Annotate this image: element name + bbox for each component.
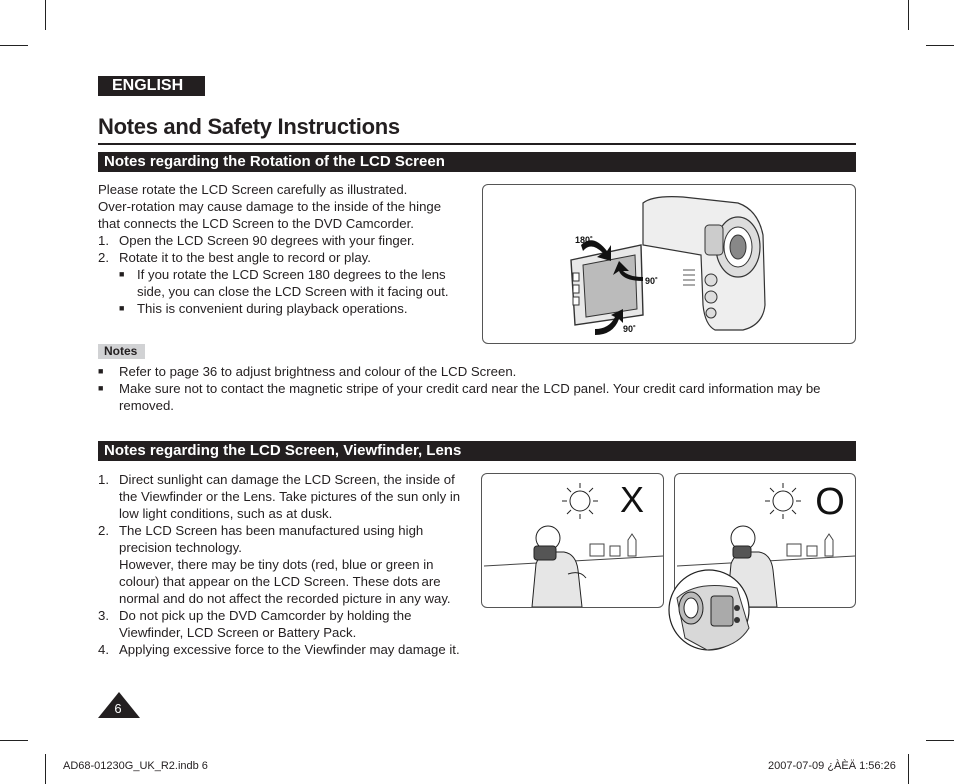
- item-line: The LCD Screen has been manufactured using high: [119, 523, 424, 538]
- list-item: [98, 471, 478, 522]
- note-line: Make sure not to contact the magnetic stripe of your credit card near the LCD panel. Your credit card information may be: [119, 381, 821, 396]
- angle-180-label: 180˚: [575, 235, 594, 245]
- sub-bullet: [98, 266, 468, 300]
- item-line: precision technology.: [119, 540, 242, 555]
- square-bullet-icon: ■: [98, 366, 104, 376]
- crop-mark: [0, 45, 28, 46]
- footer-file: AD68-01230G_UK_R2.indb 6: [63, 760, 208, 772]
- list-item: [98, 607, 478, 641]
- notes-label: Notes: [98, 344, 145, 359]
- list-item: [98, 522, 478, 607]
- item-line: the Viewfinder or the Lens. Take pictures of the sun only in: [119, 489, 461, 504]
- language-badge: ENGLISH: [98, 76, 205, 96]
- item-line: Applying excessive force to the Viewfinder may damage it.: [119, 642, 460, 657]
- crop-mark: [908, 754, 909, 784]
- item-number: 3.: [98, 608, 109, 623]
- viewfinder-list: [98, 471, 478, 658]
- item-number: 4.: [98, 642, 109, 657]
- rotation-text: [98, 181, 468, 317]
- intro-line: that connects the LCD Screen to the DVD Camcorder.: [98, 216, 414, 231]
- title-rule: [98, 143, 856, 145]
- intro-line: Please rotate the LCD Screen carefully as illustrated.: [98, 182, 408, 197]
- item-line: low light conditions, such as at dusk.: [119, 506, 333, 521]
- item-line: normal and do not affect the recorded picture in any way.: [119, 591, 451, 606]
- sub-bullet-line: This is convenient during playback operations.: [137, 301, 408, 316]
- step-text: Rotate it to the best angle to record or play.: [119, 250, 371, 265]
- note-line: removed.: [119, 398, 174, 413]
- note-item: [98, 363, 858, 380]
- viewfinder-closeup-illustration: [667, 568, 757, 652]
- wrong-mark: X: [619, 479, 645, 520]
- page-title: Notes and Safety Instructions: [98, 114, 400, 139]
- crop-mark: [0, 740, 28, 741]
- sun-wrong-figure: [481, 473, 664, 608]
- angle-90-side-label: 90˚: [645, 276, 659, 286]
- notes-list: [98, 363, 858, 414]
- square-bullet-icon: ■: [119, 303, 125, 313]
- crop-mark: [926, 45, 954, 46]
- sub-bullet-line: side, you can close the LCD Screen with it facing out.: [137, 284, 449, 299]
- person-filming-sun-illustration: [482, 474, 663, 607]
- angle-90-bottom-label: 90˚: [623, 324, 637, 334]
- footer-timestamp: 2007-07-09 ¿ÀÈÄ 1:56:26: [768, 760, 896, 772]
- lcd-rotation-figure: [482, 184, 856, 344]
- item-line: However, there may be tiny dots (red, blue or green in: [119, 557, 434, 572]
- item-number: 1.: [98, 472, 109, 487]
- sub-bullet-line: If you rotate the LCD Screen 180 degrees to the lens: [137, 267, 446, 282]
- section-heading-viewfinder: Notes regarding the LCD Screen, Viewfinder, Lens: [98, 441, 856, 461]
- note-text: Refer to page 36 to adjust brightness and colour of the LCD Screen.: [119, 364, 517, 379]
- item-line: colour) that appear on the LCD Screen. These dots are: [119, 574, 441, 589]
- note-item: [98, 380, 858, 414]
- square-bullet-icon: ■: [98, 383, 104, 393]
- list-item: [98, 641, 478, 658]
- item-number: 2.: [98, 523, 109, 538]
- right-mark: O: [815, 481, 845, 523]
- item-line: Do not pick up the DVD Camcorder by holding the: [119, 608, 412, 623]
- page-number: 6: [114, 701, 122, 716]
- sub-bullet: [98, 300, 468, 317]
- crop-mark: [45, 754, 46, 784]
- step-item: [98, 232, 468, 249]
- crop-mark: [908, 0, 909, 30]
- square-bullet-icon: ■: [119, 269, 125, 279]
- intro-line: Over-rotation may cause damage to the inside of the hinge: [98, 199, 442, 214]
- step-number: 1.: [98, 233, 109, 248]
- camcorder-illustration: [483, 185, 855, 343]
- step-number: 2.: [98, 250, 109, 265]
- step-text: Open the LCD Screen 90 degrees with your finger.: [119, 233, 415, 248]
- step-item: [98, 249, 468, 266]
- item-line: Viewfinder, LCD Screen or Battery Pack.: [119, 625, 357, 640]
- item-line: Direct sunlight can damage the LCD Screen, the inside of: [119, 472, 455, 487]
- crop-mark: [926, 740, 954, 741]
- section-heading-rotation: Notes regarding the Rotation of the LCD Screen: [98, 152, 856, 172]
- crop-mark: [45, 0, 46, 30]
